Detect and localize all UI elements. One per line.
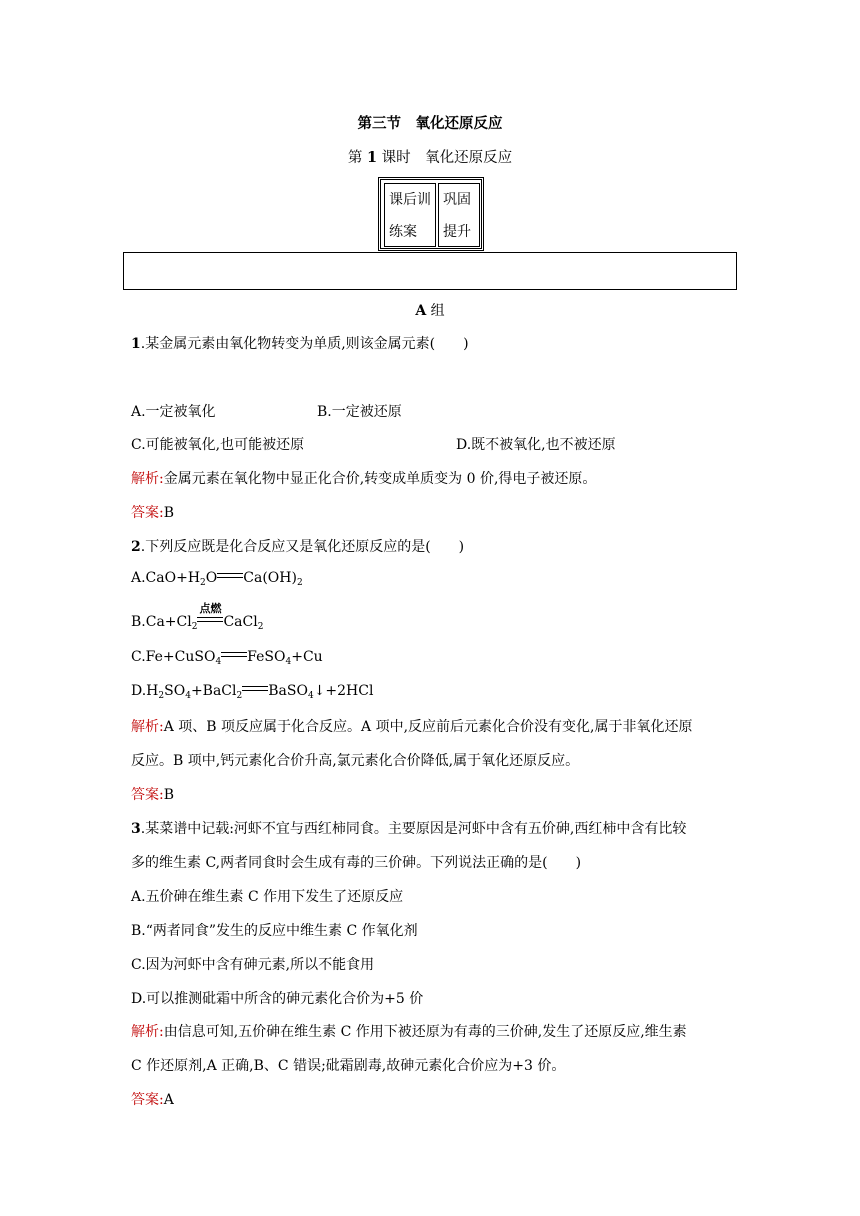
- answer-value: A: [163, 1092, 174, 1108]
- q3-analysis-line-2: C 作还原剂,A 正确,B、C 错误;砒霜剧毒,故砷元素化合价应为+3 价。: [131, 1058, 566, 1074]
- analysis-text: 金属元素在氧化物中显正化合价,转变成单质变为 0 价,得电子被还原。: [163, 471, 597, 487]
- question-text: .某菜谱中记载:河虾不宜与西红柿同食。主要原因是河虾中含有五价砷,西红柿中含有比较: [140, 821, 687, 837]
- subtitle-text: 课时 氧化还原反应: [381, 150, 513, 166]
- question-text: .某金属元素由氧化物转变为单质,则该金属元素( ): [140, 336, 469, 352]
- analysis-text: A 项、B 项反应属于化合反应。A 项中,反应前后元素化合价没有变化,属于非氧化还原: [163, 719, 693, 735]
- analysis-label: 解析:: [131, 471, 164, 487]
- q2-option-c: C.Fe+CuSO$_4$ FeSO$_4$+Cu: [131, 649, 323, 667]
- question-number: 3: [131, 821, 141, 837]
- subtitle-prefix: 第: [347, 150, 363, 166]
- q3-option-d: D.可以推测砒霜中所含的砷元素化合价为+5 价: [131, 991, 424, 1007]
- lesson-subtitle: [0, 146, 860, 167]
- q2-option-a: $A.CaO+H_2O$ $Ca(OH)_2$: [131, 570, 303, 588]
- q1-answer: [131, 502, 174, 522]
- question-2-stem: [131, 536, 464, 556]
- q1-analysis: [131, 468, 596, 488]
- q2-option-b: $B.Ca+Cl_2$ 点燃 CaCl$_2$: [131, 602, 264, 632]
- q2-analysis-line-1: [131, 716, 692, 736]
- tab-after-class[interactable]: 课后训练案: [384, 183, 436, 247]
- analysis-label: 解析:: [131, 1024, 164, 1040]
- question-number: 1: [131, 336, 141, 352]
- answer-label: 答案:: [131, 1092, 164, 1108]
- analysis-label: 解析:: [131, 719, 164, 735]
- q3-analysis-line-1: [131, 1021, 687, 1041]
- answer-label: 答案:: [131, 505, 164, 521]
- page-title: 第三节 氧化还原反应: [357, 115, 503, 132]
- question-3-stem-line-2: 多的维生素 C,两者同食时会生成有毒的三价砷。下列说法正确的是( ): [131, 855, 582, 871]
- subtitle-number: 1: [366, 149, 378, 166]
- q1-option-a: A.一定被氧化: [131, 404, 216, 420]
- q1-option-d: D.既不被氧化,也不被还原: [456, 437, 616, 453]
- q3-option-b: B.“两者同食”发生的反应中维生素 C 作氧化剂: [131, 923, 418, 939]
- question-number: 2: [131, 539, 141, 555]
- q2-answer: [131, 784, 174, 804]
- q3-option-c: C.因为河虾中含有砷元素,所以不能食用: [131, 957, 375, 973]
- banner-box: [123, 252, 737, 290]
- q2-analysis-line-2: 反应。B 项中,钙元素化合价升高,氯元素化合价降低,属于氧化还原反应。: [131, 753, 580, 769]
- answer-value: B: [163, 505, 175, 521]
- reaction-condition: 点燃: [199, 602, 222, 615]
- question-text: .下列反应既是化合反应又是氧化还原反应的是( ): [140, 539, 465, 555]
- q1-option-c: C.可能被氧化,也可能被还原: [131, 437, 305, 453]
- tab-consolidate[interactable]: 巩固提升: [438, 183, 480, 247]
- q2-option-d: $D.H_2SO_4+BaCl_2$ BaSO$_4$↓+2HCl: [131, 683, 374, 701]
- q3-option-a: A.五价砷在维生素 C 作用下发生了还原反应: [131, 889, 404, 905]
- question-3-stem-line-1: [131, 818, 686, 838]
- q1-option-b: B.一定被还原: [317, 404, 402, 420]
- question-1-stem: [131, 333, 469, 353]
- answer-value: B: [163, 787, 175, 803]
- section-tabs: [378, 177, 484, 251]
- analysis-text: 由信息可知,五价砷在维生素 C 作用下被还原为有毒的三价砷,发生了还原反应,维生素: [163, 1024, 687, 1040]
- group-heading: A 组: [415, 303, 445, 319]
- q3-answer: [131, 1089, 174, 1109]
- answer-label: 答案:: [131, 787, 164, 803]
